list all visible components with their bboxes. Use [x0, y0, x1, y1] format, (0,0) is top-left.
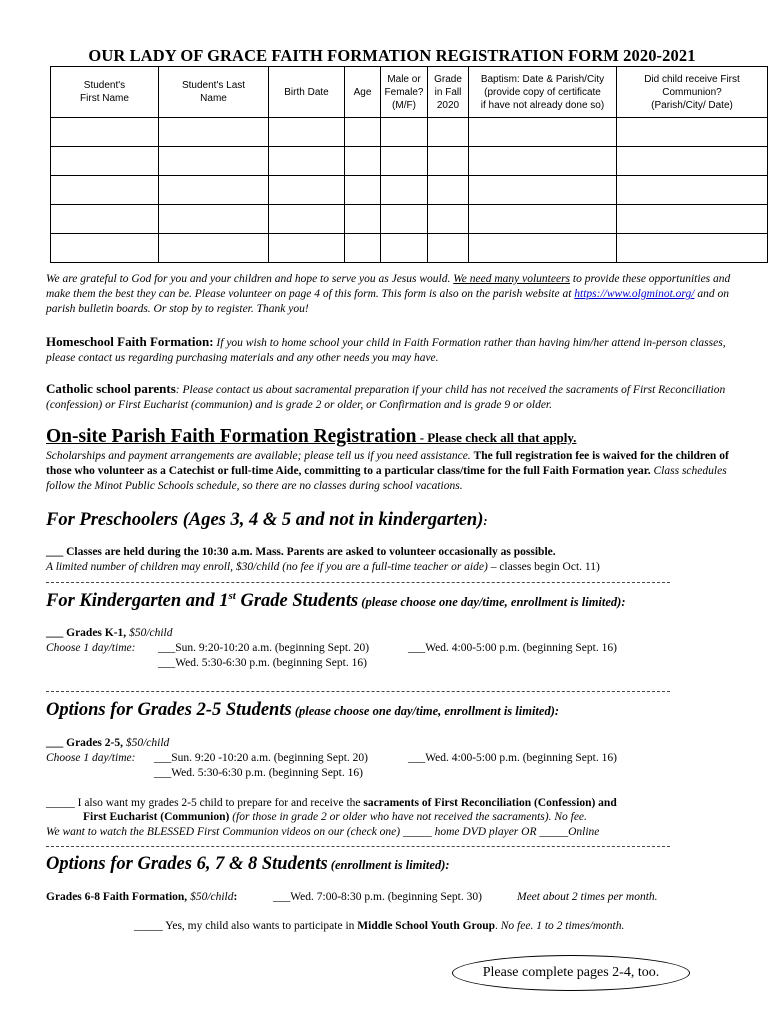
grades-2-5-heading: Options for Grades 2-5 Students (please choose one day/time, enrollment is limited):: [46, 700, 560, 720]
table-cell-input[interactable]: [269, 205, 345, 234]
table-cell-input[interactable]: [469, 118, 617, 147]
grades-k1-option[interactable]: ___ Grades K-1, $50/child: [46, 627, 173, 639]
table-cell-input[interactable]: [345, 147, 381, 176]
table-cell-input[interactable]: [51, 147, 159, 176]
video-choice[interactable]: We want to watch the BLESSED First Communion videos on our (check one) _____ home DVD player OR _____Online: [46, 826, 600, 838]
kindergarten-heading: For Kindergarten and 1st Grade Students (please choose one day/time, enrollment is limited):: [46, 590, 626, 612]
table-cell-input[interactable]: [51, 118, 159, 147]
table-row: [51, 234, 768, 263]
table-cell-input[interactable]: [617, 118, 768, 147]
table-row: [51, 118, 768, 147]
continue-note: Please complete pages 2-4, too.: [452, 955, 690, 991]
table-cell-input[interactable]: [345, 118, 381, 147]
k1-wed-late-option[interactable]: ___Wed. 5:30-6:30 p.m. (beginning Sept. 16): [158, 657, 367, 669]
table-cell-input[interactable]: [617, 176, 768, 205]
table-cell-input[interactable]: [51, 205, 159, 234]
table-cell-input[interactable]: [381, 147, 428, 176]
g25-wed-early-option[interactable]: ___Wed. 4:00-5:00 p.m. (beginning Sept. 16): [408, 752, 617, 764]
onsite-heading: On-site Parish Faith Formation Registration - Please check all that apply.: [46, 426, 577, 447]
catholic-school-paragraph: Catholic school parents: Please contact us about sacramental preparation if your child has not received the sacraments of First Reconciliation (confession) or First Eucharist (communion) and is grade 2 or older, or Confirmation and is grade 9 or older.: [46, 381, 726, 411]
table-cell-input[interactable]: [381, 205, 428, 234]
preschool-option[interactable]: ___ Classes are held during the 10:30 a.m. Mass. Parents are asked to volunteer occasionally as possible.: [46, 546, 556, 558]
table-row: [51, 147, 768, 176]
g25-choose-label: Choose 1 day/time:: [46, 752, 136, 764]
table-cell-input[interactable]: [469, 147, 617, 176]
table-cell-input[interactable]: [428, 147, 469, 176]
grades-2-5-option[interactable]: ___ Grades 2-5, $50/child: [46, 737, 170, 749]
col-grade: Grade in Fall 2020: [428, 67, 469, 118]
sacraments-option-cont: First Eucharist (Communion) (for those in grade 2 or older who have not received the sacraments). No fee.: [83, 811, 587, 823]
table-cell-input[interactable]: [617, 147, 768, 176]
table-cell-input[interactable]: [381, 118, 428, 147]
col-last-name: Student's Last Name: [159, 67, 269, 118]
col-birth-date: Birth Date: [269, 67, 345, 118]
table-cell-input[interactable]: [469, 234, 617, 263]
table-cell-input[interactable]: [159, 176, 269, 205]
catholic-heading: Catholic school parents: [46, 381, 176, 396]
g68-note: Meet about 2 times per month.: [517, 891, 658, 903]
table-cell-input[interactable]: [381, 234, 428, 263]
col-first-name: Student's First Name: [51, 67, 159, 118]
parish-website-link[interactable]: https://www.olgminot.org/: [574, 288, 695, 300]
g25-sun-option[interactable]: ___Sun. 9:20 -10:20 a.m. (beginning Sept. 20): [154, 752, 369, 764]
homeschool-paragraph: Homeschool Faith Formation: If you wish to home school your child in Faith Formation rather than having him/her attend in-person classes, please contact us regarding purchasing materials and any other needs you may have.: [46, 334, 726, 364]
table-cell-input[interactable]: [345, 205, 381, 234]
table-cell-input[interactable]: [428, 234, 469, 263]
intro-paragraph: We are grateful to God for you and your children and hope to serve you as Jesus would. We need many volunteers to provide these opportunities and make them the best they can be. Please volunteer on page 4 of this form. This form is also on the parish website at https://www.olgminot.org/ and on parish bulletin boards. Or stop by to register. Thank you!: [46, 273, 731, 315]
g25-wed-late-option[interactable]: ___Wed. 5:30-6:30 p.m. (beginning Sept. 16): [154, 767, 363, 779]
table-cell-input[interactable]: [428, 205, 469, 234]
table-cell-input[interactable]: [469, 205, 617, 234]
onsite-paragraph: Scholarships and payment arrangements are available; please tell us if you need assistance. The full registration fee is waived for the children of those who volunteer as a Catechist or full-time Aide, committing to a particular class/time for the full Faith Formation year. Class schedules follow the Minot Public Schools schedule, so there are no classes during school vacations.: [46, 450, 729, 492]
table-cell-input[interactable]: [159, 205, 269, 234]
k1-sun-option[interactable]: ___Sun. 9:20-10:20 a.m. (beginning Sept. 20): [158, 642, 370, 654]
table-cell-input[interactable]: [269, 147, 345, 176]
table-cell-input[interactable]: [428, 176, 469, 205]
table-cell-input[interactable]: [381, 176, 428, 205]
homeschool-heading: Homeschool Faith Formation:: [46, 334, 214, 349]
table-header-row: [51, 67, 768, 118]
table-cell-input[interactable]: [159, 147, 269, 176]
table-cell-input[interactable]: [159, 118, 269, 147]
table-cell-input[interactable]: [269, 176, 345, 205]
k1-choose-label: Choose 1 day/time:: [46, 642, 136, 654]
divider: [46, 691, 670, 692]
col-age: Age: [345, 67, 381, 118]
col-communion: Did child receive First Communion? (Parish/City/ Date): [617, 67, 768, 118]
table-cell-input[interactable]: [617, 205, 768, 234]
divider: [46, 582, 670, 583]
grades-6-8-label: Grades 6-8 Faith Formation, $50/child:: [46, 891, 238, 903]
table-cell-input[interactable]: [428, 118, 469, 147]
table-cell-input[interactable]: [51, 234, 159, 263]
table-cell-input[interactable]: [345, 234, 381, 263]
table-cell-input[interactable]: [269, 118, 345, 147]
g68-wed-option[interactable]: ___Wed. 7:00-8:30 p.m. (beginning Sept. 30): [273, 891, 482, 903]
table-cell-input[interactable]: [617, 234, 768, 263]
col-baptism: Baptism: Date & Parish/City (provide copy of certificate if have not already done so): [469, 67, 617, 118]
grades-6-8-heading: Options for Grades 6, 7 & 8 Students (enrollment is limited):: [46, 854, 450, 874]
col-gender: Male or Female? (M/F): [381, 67, 428, 118]
k1-wed-early-option[interactable]: ___Wed. 4:00-5:00 p.m. (beginning Sept. 16): [408, 642, 617, 654]
sacraments-option[interactable]: _____ I also want my grades 2-5 child to prepare for and receive the sacraments of First Reconciliation (Confession) and: [46, 797, 617, 809]
registration-table: [50, 66, 768, 263]
table-cell-input[interactable]: [159, 234, 269, 263]
table-cell-input[interactable]: [51, 176, 159, 205]
table-row: [51, 205, 768, 234]
table-cell-input[interactable]: [269, 234, 345, 263]
table-row: [51, 176, 768, 205]
preschool-heading: For Preschoolers (Ages 3, 4 & 5 and not in kindergarten):: [46, 510, 488, 530]
table-cell-input[interactable]: [345, 176, 381, 205]
divider: [46, 846, 670, 847]
form-title: OUR LADY OF GRACE FAITH FORMATION REGISTRATION FORM 2020-2021: [88, 46, 696, 65]
youth-group-option[interactable]: _____ Yes, my child also wants to participate in Middle School Youth Group. No fee. 1 to 2 times/month.: [134, 920, 625, 932]
table-cell-input[interactable]: [469, 176, 617, 205]
preschool-note: A limited number of children may enroll, $30/child (no fee if you are a full-time teacher or aide) – classes begin Oct. 11): [46, 561, 600, 573]
